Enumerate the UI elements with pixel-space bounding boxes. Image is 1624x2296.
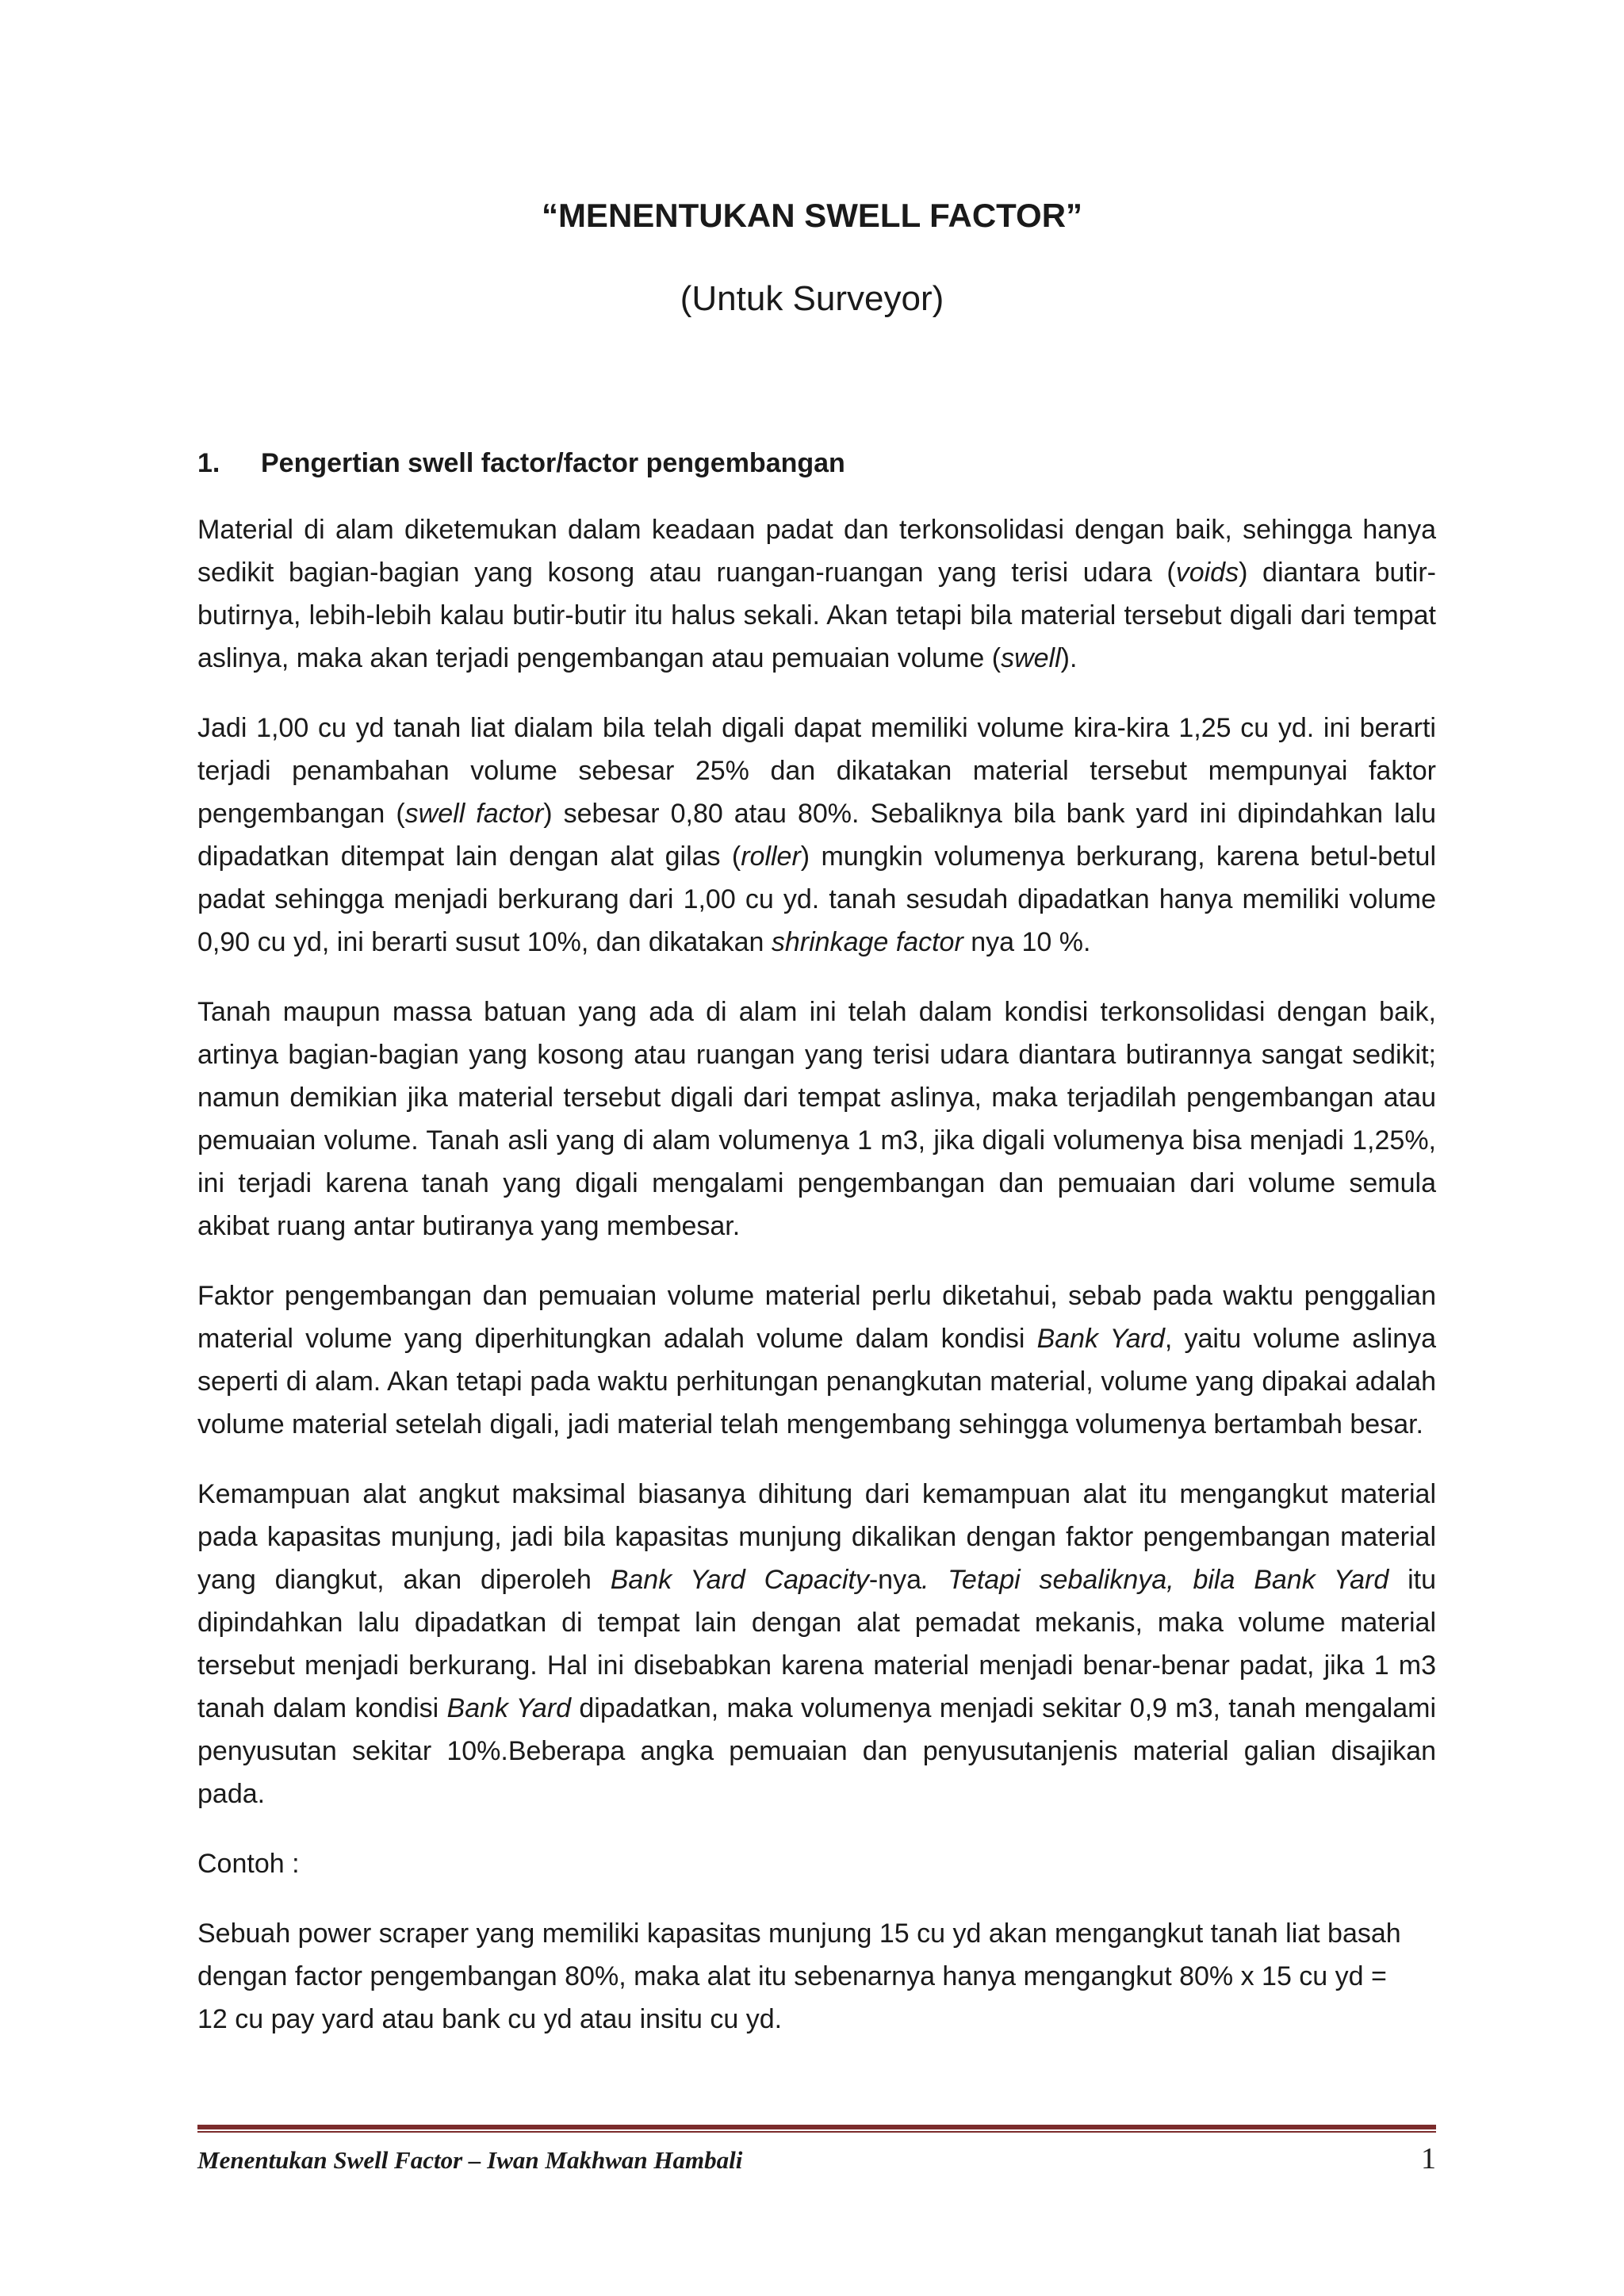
footer-divider-thick: [197, 2125, 1436, 2129]
paragraph-2: Jadi 1,00 cu yd tanah liat dialam bila telah digali dapat memiliki volume kira-kira 1,25 cu yd. ini berarti terjadi penambahan volume sebesar 25% dan dikatakan material tersebut mempunyai faktor pengembangan (swell factor) sebesar 0,80 atau 80%. Sebaliknya bila bank yard ini dipindahkan lalu dipadatkan ditempat lain dengan alat gilas (roller) mungkin volumenya berkurang, karena betul-betul padat sehingga menjadi berkurang dari 1,00 cu yd. tanah sesudah dipadatkan hanya memiliki volume 0,90 cu yd, ini berarti susut 10%, dan dikatakan shrinkage factor nya 10 %.: [197, 713, 1437, 957]
paragraph-5: Kemampuan alat angkut maksimal biasanya dihitung dari kemampuan alat itu mengangkut material pada kapasitas munjung, jadi bila kapasitas munjung dikalikan dengan faktor pengembangan material yang diangkut, akan diperoleh Bank Yard Capacity-nya. Tetapi sebaliknya, bila Bank Yard itu dipindahkan lalu dipadatkan di tempat lain dengan alat pemadat mekanis, maka volume material tersebut menjadi berkurang. Hal ini disebabkan karena material menjadi benar-benar padat, jika 1 m3 tanah dalam kondisi Bank Yard dipadatkan, maka volumenya menjadi sekitar 0,9 m3, tanah mengalami penyusutan sekitar 10%.Beberapa angka pemuaian dan penyusutanjenis material galian disajikan pada.: [197, 1479, 1437, 1809]
section-heading-text: Pengertian swell factor/factor pengembangan: [261, 448, 845, 478]
example-label: Contoh :: [197, 1849, 300, 1879]
paragraph-1: Material di alam diketemukan dalam keadaan padat dan terkonsolidasi dengan baik, sehingga hanya sedikit bagian-bagian yang kosong atau ruangan-ruangan yang terisi udara (voids) diantara butir-butirnya, lebih-lebih kalau butir-butir itu halus sekali. Akan tetapi bila material tersebut digali dari tempat aslinya, maka akan terjadi pengembangan atau pemuaian volume (swell).: [197, 515, 1436, 673]
section-heading: [197, 442, 1436, 485]
section-number: 1.: [197, 448, 220, 478]
footer-divider-thin: [197, 2131, 1436, 2133]
document-subtitle: (Untuk Surveyor): [680, 279, 944, 318]
document-body: [197, 442, 1436, 2068]
footer-text: Menentukan Swell Factor – Iwan Makhwan Hambali: [197, 2146, 743, 2174]
paragraph-4: Faktor pengembangan dan pemuaian volume material perlu diketahui, sebab pada waktu penggalian material volume yang diperhitungkan adalah volume dalam kondisi Bank Yard, yaitu volume aslinya seperti di alam. Akan tetapi pada waktu perhitungan penangkutan material, volume yang dipakai adalah volume material setelah digali, jadi material telah mengembang sehingga volumenya bertambah besar.: [197, 1281, 1437, 1439]
document-title: “MENENTUKAN SWELL FACTOR”: [541, 197, 1083, 234]
page-number: 1: [1421, 2142, 1436, 2175]
paragraph-3: Tanah maupun massa batuan yang ada di alam ini telah dalam kondisi terkonsolidasi dengan baik, artinya bagian-bagian yang kosong atau ruangan yang terisi udara diantara butirannya sangat sedikit; namun demikian jika material tersebut digali dari tempat aslinya, maka terjadilah pengembangan atau pemuaian volume. Tanah asli yang di alam volumenya 1 m3, jika digali volumenya bisa menjadi 1,25%, ini terjadi karena tanah yang digali mengalami pengembangan dan pemuaian dari volume semula akibat ruang antar butiranya yang membesar.: [197, 997, 1436, 1241]
footer-divider: [197, 2125, 1436, 2132]
example-paragraph: Sebuah power scraper yang memiliki kapasitas munjung 15 cu yd akan mengangkut tanah liat basah dengan factor pengembangan 80%, maka alat itu sebenarnya hanya mengangkut 80% x 15 cu yd = 12 cu pay yard atau bank cu yd atau insitu cu yd.: [197, 1918, 1401, 2034]
